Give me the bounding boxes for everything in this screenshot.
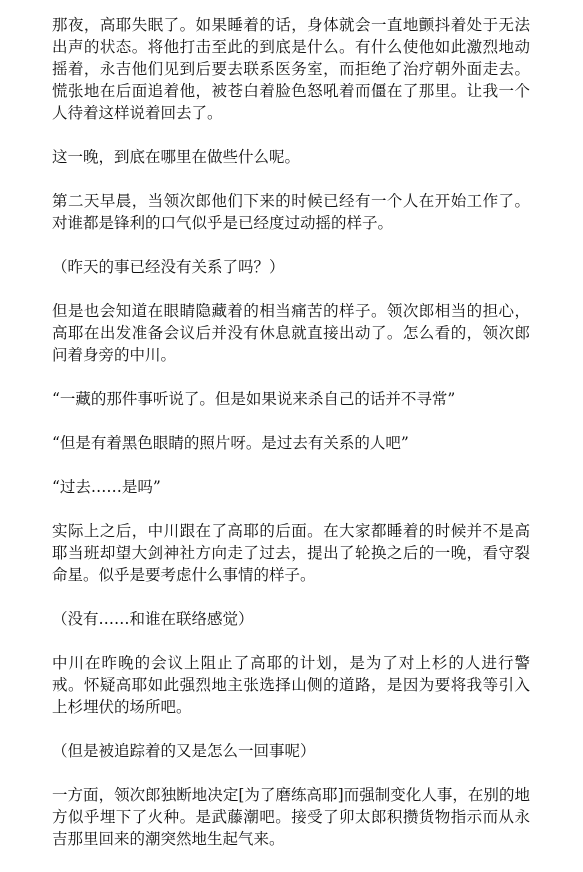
paragraph-7: “但是有着黑色眼睛的照片呀。是过去有关系的人吧” [52,434,409,452]
paragraph-1: 那夜，高耶失眠了。如果睡着的话，身体就会一直地颤抖着处于无法出声的状态。将他打击至此的到底是什么。有什么使他如此激烈地动摇着，永吉他们见到后要去联系医务室，而拒绝了治疗朝外面走去。慌张地在后面追着他，被苍白着脸色怒吼着而僵在了那里。让我一个人待着这样说着回去了。 [52,16,530,122]
paragraph-5: 但是也会知道在眼睛隐藏着的相当痛苦的样子。领次郎相当的担心，高耶在出发准备会议后并没有休息就直接出动了。怎么看的，领次郎问着身旁的中川。 [52,302,530,364]
paragraph-12: （但是被追踪着的又是怎么一回事呢） [52,742,316,760]
paragraph-6: “一藏的那件事听说了。但是如果说来杀自己的话并不寻常” [52,390,456,408]
document-page [52,14,530,872]
paragraph-9: 实际上之后，中川跟在了高耶的后面。在大家都睡着的时候并不是高耶当班却望大剑神社方向走了过去，提出了轮换之后的一晚，看守裂命星。似乎是要考虑什么事情的样子。 [52,522,530,584]
paragraph-11: 中川在昨晚的会议上阻止了高耶的计划，是为了对上杉的人进行警戒。怀疑高耶如此强烈地主张选择山侧的道路，是因为要将我等引入上杉埋伏的场所吧。 [52,654,530,716]
paragraph-10: （没有……和谁在联络感觉） [52,610,254,628]
paragraph-4: （昨天的事已经没有关系了吗？） [52,258,285,276]
paragraph-13: 一方面，领次郎独断地决定[为了磨练高耶]而强制变化人事，在别的地方似乎埋下了火种。是武藤潮吧。接受了卯太郎积攒货物指示而从永吉那里回来的潮突然地生起气来。 [52,786,530,848]
paragraph-8: “过去……是吗” [52,478,161,496]
paragraph-2: 这一晚，到底在哪里在做些什么呢。 [52,148,301,166]
paragraph-3: 第二天早晨，当领次郎他们下来的时候已经有一个人在开始工作了。对谁都是锋利的口气似乎是已经度过动摇的样子。 [52,192,530,232]
